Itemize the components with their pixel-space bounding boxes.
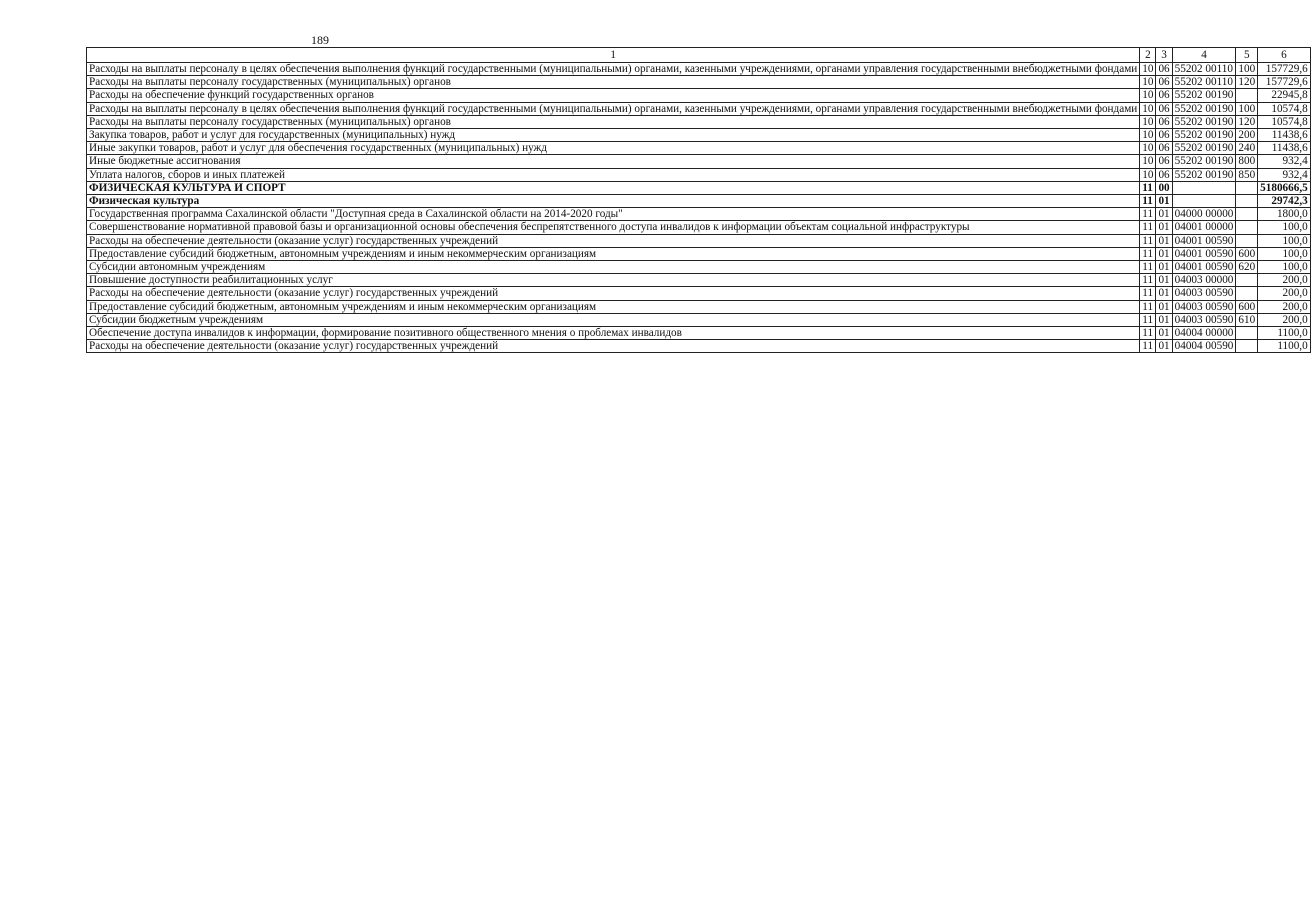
section-code-cell: 11 bbox=[1140, 221, 1156, 234]
subsection-code-cell: 01 bbox=[1156, 300, 1172, 313]
section-code-cell: 11 bbox=[1140, 261, 1156, 274]
subsection-code-cell: 06 bbox=[1156, 155, 1172, 168]
row-name-cell: Расходы на выплаты персоналу в целях обеспечения выполнения функций государственными (муниципальными) органами, казенными учреждениями, органами управления государственными внебюджетными фондами bbox=[87, 63, 1140, 76]
section-code-cell: 11 bbox=[1140, 195, 1156, 208]
amount-cell: 11438,6 bbox=[1258, 129, 1311, 142]
expense-type-cell bbox=[1236, 181, 1258, 194]
table-row bbox=[87, 63, 1311, 76]
column-header: 3 bbox=[1156, 48, 1172, 63]
table-row bbox=[87, 155, 1311, 168]
target-article-cell: 55202 00190 bbox=[1172, 142, 1236, 155]
section-code-cell: 10 bbox=[1140, 115, 1156, 128]
table-row bbox=[87, 261, 1311, 274]
expense-type-cell: 120 bbox=[1236, 115, 1258, 128]
subsection-code-cell: 01 bbox=[1156, 234, 1172, 247]
amount-cell: 157729,6 bbox=[1258, 76, 1311, 89]
subsection-code-cell: 01 bbox=[1156, 261, 1172, 274]
subsection-code-cell: 01 bbox=[1156, 208, 1172, 221]
row-name-cell: Физическая культура bbox=[87, 195, 1140, 208]
expense-type-cell bbox=[1236, 340, 1258, 353]
expense-type-cell: 620 bbox=[1236, 261, 1258, 274]
table-row bbox=[87, 102, 1311, 115]
target-article-cell: 55202 00110 bbox=[1172, 63, 1236, 76]
amount-cell: 200,0 bbox=[1258, 313, 1311, 326]
table-row bbox=[87, 181, 1311, 194]
row-name-cell: Расходы на обеспечение деятельности (оказание услуг) государственных учреждений bbox=[87, 234, 1140, 247]
row-name-cell: Обеспечение доступа инвалидов к информации, формирование позитивного общественного мнения о проблемах инвалидов bbox=[87, 327, 1140, 340]
expense-type-cell: 120 bbox=[1236, 76, 1258, 89]
section-code-cell: 11 bbox=[1140, 208, 1156, 221]
expense-type-cell bbox=[1236, 234, 1258, 247]
table-row bbox=[87, 340, 1311, 353]
expense-type-cell: 600 bbox=[1236, 300, 1258, 313]
column-header: 4 bbox=[1172, 48, 1236, 63]
row-name-cell: Государственная программа Сахалинской области "Доступная среда в Сахалинской области на 2014-2020 годы" bbox=[87, 208, 1140, 221]
expense-type-cell bbox=[1236, 208, 1258, 221]
expense-type-cell: 100 bbox=[1236, 63, 1258, 76]
table-row bbox=[87, 208, 1311, 221]
amount-cell: 200,0 bbox=[1258, 274, 1311, 287]
page-number: 189 bbox=[311, 33, 329, 47]
target-article-cell: 55202 00110 bbox=[1172, 76, 1236, 89]
subsection-code-cell: 06 bbox=[1156, 168, 1172, 181]
subsection-code-cell: 01 bbox=[1156, 340, 1172, 353]
section-code-cell: 10 bbox=[1140, 102, 1156, 115]
section-code-cell: 10 bbox=[1140, 129, 1156, 142]
expense-type-cell bbox=[1236, 195, 1258, 208]
amount-cell: 1800,0 bbox=[1258, 208, 1311, 221]
row-name-cell: ФИЗИЧЕСКАЯ КУЛЬТУРА И СПОРТ bbox=[87, 181, 1140, 194]
section-code-cell: 10 bbox=[1140, 63, 1156, 76]
amount-cell: 200,0 bbox=[1258, 287, 1311, 300]
target-article-cell: 55202 00190 bbox=[1172, 115, 1236, 128]
target-article-cell: 04001 00590 bbox=[1172, 234, 1236, 247]
table-row bbox=[87, 221, 1311, 234]
expense-type-cell: 200 bbox=[1236, 129, 1258, 142]
header-row bbox=[87, 48, 1311, 63]
table-row bbox=[87, 234, 1311, 247]
target-article-cell: 55202 00190 bbox=[1172, 102, 1236, 115]
amount-cell: 29742,3 bbox=[1258, 195, 1311, 208]
table-row bbox=[87, 195, 1311, 208]
expense-type-cell: 800 bbox=[1236, 155, 1258, 168]
subsection-code-cell: 06 bbox=[1156, 89, 1172, 102]
table-row bbox=[87, 129, 1311, 142]
column-header: 2 bbox=[1140, 48, 1156, 63]
amount-cell: 100,0 bbox=[1258, 261, 1311, 274]
subsection-code-cell: 06 bbox=[1156, 63, 1172, 76]
expense-type-cell: 100 bbox=[1236, 102, 1258, 115]
column-header: 1 bbox=[87, 48, 1140, 63]
section-code-cell: 10 bbox=[1140, 89, 1156, 102]
section-code-cell: 11 bbox=[1140, 327, 1156, 340]
expense-type-cell: 610 bbox=[1236, 313, 1258, 326]
row-name-cell: Иные бюджетные ассигнования bbox=[87, 155, 1140, 168]
target-article-cell bbox=[1172, 195, 1236, 208]
expense-type-cell: 240 bbox=[1236, 142, 1258, 155]
amount-cell: 10574,8 bbox=[1258, 102, 1311, 115]
target-article-cell: 55202 00190 bbox=[1172, 168, 1236, 181]
target-article-cell: 55202 00190 bbox=[1172, 129, 1236, 142]
subsection-code-cell: 01 bbox=[1156, 274, 1172, 287]
subsection-code-cell: 01 bbox=[1156, 327, 1172, 340]
expense-type-cell bbox=[1236, 89, 1258, 102]
table-row bbox=[87, 327, 1311, 340]
section-code-cell: 11 bbox=[1140, 300, 1156, 313]
amount-cell: 1100,0 bbox=[1258, 340, 1311, 353]
row-name-cell: Предоставление субсидий бюджетным, автономным учреждениям и иным некоммерческим организациям bbox=[87, 247, 1140, 260]
budget-table bbox=[86, 47, 1311, 353]
table-row bbox=[87, 89, 1311, 102]
row-name-cell: Расходы на обеспечение функций государственных органов bbox=[87, 89, 1140, 102]
subsection-code-cell: 06 bbox=[1156, 102, 1172, 115]
row-name-cell: Закупка товаров, работ и услуг для государственных (муниципальных) нужд bbox=[87, 129, 1140, 142]
row-name-cell: Расходы на обеспечение деятельности (оказание услуг) государственных учреждений bbox=[87, 340, 1140, 353]
table-row bbox=[87, 313, 1311, 326]
amount-cell: 1100,0 bbox=[1258, 327, 1311, 340]
expense-type-cell bbox=[1236, 287, 1258, 300]
target-article-cell: 04001 00000 bbox=[1172, 221, 1236, 234]
row-name-cell: Расходы на выплаты персоналу государственных (муниципальных) органов bbox=[87, 76, 1140, 89]
table-row bbox=[87, 247, 1311, 260]
amount-cell: 5180666,5 bbox=[1258, 181, 1311, 194]
amount-cell: 157729,6 bbox=[1258, 63, 1311, 76]
target-article-cell: 04000 00000 bbox=[1172, 208, 1236, 221]
section-code-cell: 11 bbox=[1140, 313, 1156, 326]
section-code-cell: 11 bbox=[1140, 274, 1156, 287]
amount-cell: 932,4 bbox=[1258, 155, 1311, 168]
table-row bbox=[87, 168, 1311, 181]
section-code-cell: 10 bbox=[1140, 168, 1156, 181]
subsection-code-cell: 01 bbox=[1156, 221, 1172, 234]
expense-type-cell: 600 bbox=[1236, 247, 1258, 260]
table-row bbox=[87, 300, 1311, 313]
row-name-cell: Уплата налогов, сборов и иных платежей bbox=[87, 168, 1140, 181]
table-body bbox=[87, 63, 1311, 353]
amount-cell: 10574,8 bbox=[1258, 115, 1311, 128]
row-name-cell: Повышение доступности реабилитационных услуг bbox=[87, 274, 1140, 287]
row-name-cell: Расходы на обеспечение деятельности (оказание услуг) государственных учреждений bbox=[87, 287, 1140, 300]
target-article-cell: 04004 00000 bbox=[1172, 327, 1236, 340]
amount-cell: 22945,8 bbox=[1258, 89, 1311, 102]
amount-cell: 11438,6 bbox=[1258, 142, 1311, 155]
section-code-cell: 10 bbox=[1140, 142, 1156, 155]
target-article-cell: 55202 00190 bbox=[1172, 89, 1236, 102]
subsection-code-cell: 01 bbox=[1156, 287, 1172, 300]
row-name-cell: Субсидии автономным учреждениям bbox=[87, 261, 1140, 274]
table-row bbox=[87, 274, 1311, 287]
subsection-code-cell: 06 bbox=[1156, 129, 1172, 142]
amount-cell: 100,0 bbox=[1258, 247, 1311, 260]
row-name-cell: Совершенствование нормативной правовой базы и организационной основы обеспечения беспрепятственного доступа инвалидов к информации объектам социальной инфраструктуры bbox=[87, 221, 1140, 234]
section-code-cell: 11 bbox=[1140, 181, 1156, 194]
expense-type-cell bbox=[1236, 327, 1258, 340]
subsection-code-cell: 01 bbox=[1156, 195, 1172, 208]
row-name-cell: Расходы на выплаты персоналу государственных (муниципальных) органов bbox=[87, 115, 1140, 128]
subsection-code-cell: 01 bbox=[1156, 247, 1172, 260]
subsection-code-cell: 01 bbox=[1156, 313, 1172, 326]
row-name-cell: Субсидии бюджетным учреждениям bbox=[87, 313, 1140, 326]
amount-cell: 100,0 bbox=[1258, 234, 1311, 247]
table-row bbox=[87, 287, 1311, 300]
subsection-code-cell: 00 bbox=[1156, 181, 1172, 194]
row-name-cell: Предоставление субсидий бюджетным, автономным учреждениям и иным некоммерческим организациям bbox=[87, 300, 1140, 313]
target-article-cell: 55202 00190 bbox=[1172, 155, 1236, 168]
amount-cell: 100,0 bbox=[1258, 221, 1311, 234]
section-code-cell: 11 bbox=[1140, 234, 1156, 247]
target-article-cell: 04001 00590 bbox=[1172, 261, 1236, 274]
section-code-cell: 11 bbox=[1140, 247, 1156, 260]
subsection-code-cell: 06 bbox=[1156, 142, 1172, 155]
table-row bbox=[87, 76, 1311, 89]
row-name-cell: Расходы на выплаты персоналу в целях обеспечения выполнения функций государственными (муниципальными) органами, казенными учреждениями, органами управления государственными внебюджетными фондами bbox=[87, 102, 1140, 115]
column-header: 5 bbox=[1236, 48, 1258, 63]
target-article-cell bbox=[1172, 181, 1236, 194]
row-name-cell: Иные закупки товаров, работ и услуг для обеспечения государственных (муниципальных) нужд bbox=[87, 142, 1140, 155]
table-row bbox=[87, 142, 1311, 155]
subsection-code-cell: 06 bbox=[1156, 76, 1172, 89]
target-article-cell: 04003 00590 bbox=[1172, 300, 1236, 313]
expense-type-cell: 850 bbox=[1236, 168, 1258, 181]
table-row bbox=[87, 115, 1311, 128]
section-code-cell: 11 bbox=[1140, 340, 1156, 353]
target-article-cell: 04003 00590 bbox=[1172, 313, 1236, 326]
section-code-cell: 10 bbox=[1140, 76, 1156, 89]
section-code-cell: 11 bbox=[1140, 287, 1156, 300]
expense-type-cell bbox=[1236, 221, 1258, 234]
amount-cell: 200,0 bbox=[1258, 300, 1311, 313]
amount-cell: 932,4 bbox=[1258, 168, 1311, 181]
section-code-cell: 10 bbox=[1140, 155, 1156, 168]
target-article-cell: 04003 00000 bbox=[1172, 274, 1236, 287]
subsection-code-cell: 06 bbox=[1156, 115, 1172, 128]
column-header: 6 bbox=[1258, 48, 1311, 63]
target-article-cell: 04001 00590 bbox=[1172, 247, 1236, 260]
expense-type-cell bbox=[1236, 274, 1258, 287]
target-article-cell: 04004 00590 bbox=[1172, 340, 1236, 353]
target-article-cell: 04003 00590 bbox=[1172, 287, 1236, 300]
